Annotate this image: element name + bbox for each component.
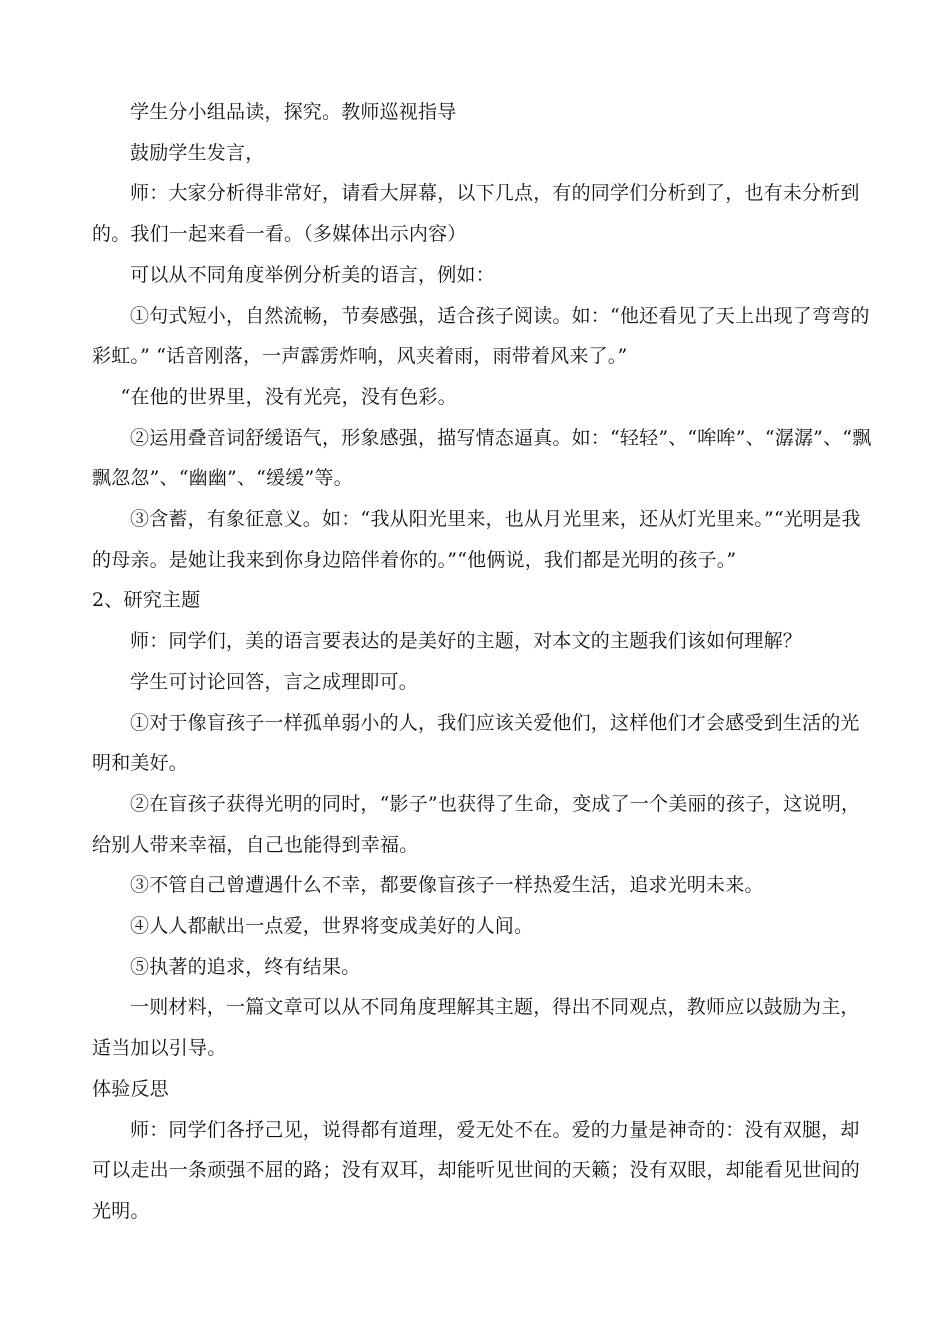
body-paragraph: ④人人都献出一点爱，世界将变成美好的人间。 [130, 915, 534, 938]
body-paragraph: 鼓励学生发言， [130, 141, 265, 164]
body-paragraph: ②在盲孩子获得光明的同时，“影子”也获得了生命，变成了一个美丽的孩子，这说明，给别人带来幸福，自己也能得到幸福。 [92, 792, 861, 856]
body-paragraph: ②运用叠音词舒缓语气，形象感强，描写情态逼真。如：“轻轻”、“哞哞”、“潺潺”、“飘飘忽忽”、“幽幽”、“缓缓”等。 [92, 426, 872, 490]
body-paragraph: ①对于像盲孩子一样孤单弱小的人，我们应该关爱他们，这样他们才会感受到生活的光明和美好。 [92, 711, 860, 775]
body-paragraph: ③不管自己曾遭遇什么不幸，都要像盲孩子一样热爱生活，追求光明未来。 [130, 874, 764, 897]
quote-paragraph: “在他的世界里，没有光亮，没有色彩。 [120, 385, 457, 408]
body-paragraph: ⑤执著的追求，终有结果。 [130, 955, 361, 978]
body-paragraph: ①句式短小，自然流畅，节奏感强，适合孩子阅读。如：“他还看见了天上出现了弯弯的彩虹。” “话音刚落，一声霹雳炸响，风夹着雨，雨带着风来了。” [92, 304, 870, 368]
body-paragraph: ③含蓄，有象征意义。如：“我从阳光里来，也从月光里来，还从灯光里来。”“光明是我的母亲。是她让我来到你身边陪伴着你的。”“他俩说，我们都是光明的孩子。” [92, 508, 861, 571]
section-heading: 2、研究主题 [92, 589, 201, 612]
body-paragraph: 可以从不同角度举例分析美的语言，例如： [130, 263, 495, 286]
body-paragraph: 学生可讨论回答，言之成理即可。 [130, 670, 419, 693]
document-body [92, 92, 872, 1232]
body-paragraph: 师：同学们各抒己见，说得都有道理，爱无处不在。爱的力量是神奇的：没有双腿，却可以走出一条顽强不屈的路；没有双耳，却能听见世间的天籁；没有双眼，却能看见世间的光明。 [92, 1118, 861, 1222]
section-heading: 体验反思 [92, 1077, 169, 1100]
body-paragraph: 学生分小组品读，探究。教师巡视指导 [130, 101, 457, 123]
body-paragraph: 一则材料，一篇文章可以从不同角度理解其主题，得出不同观点，教师应以鼓励为主，适当加以引导。 [92, 996, 860, 1060]
body-paragraph: 师：同学们，美的语言要表达的是美好的主题，对本文的主题我们该如何理解？ [130, 630, 803, 653]
body-paragraph: 师：大家分析得非常好，请看大屏幕，以下几点，有的同学们分析到了，也有未分析到的。我们一起来看一看。（多媒体出示内容） [92, 182, 860, 246]
